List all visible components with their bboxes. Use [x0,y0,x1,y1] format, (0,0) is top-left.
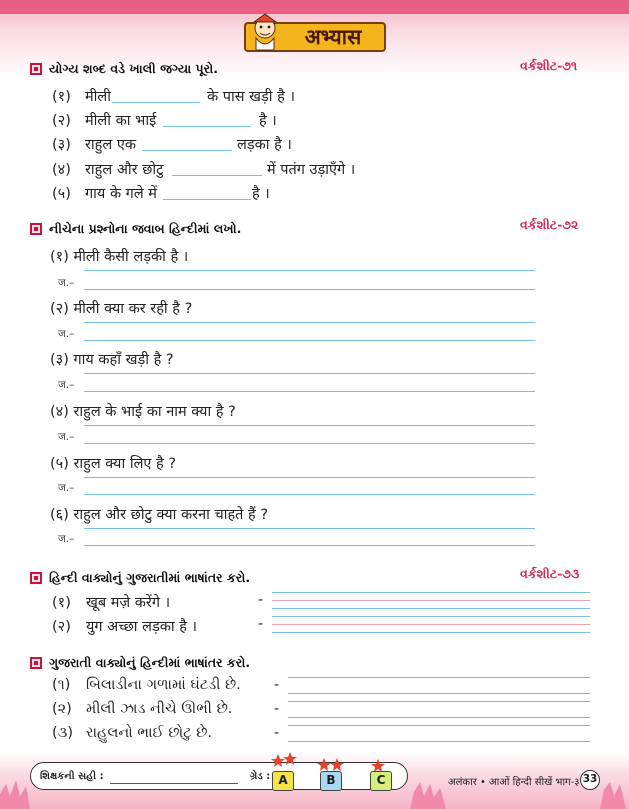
fill-q4-before: राहुल और छोटु [85,162,164,178]
fill-q1-after: के पास खड़ी है । [207,89,295,105]
translate-gh-q2-number: (૨) [52,701,72,717]
answer-line[interactable] [272,592,590,593]
bullet-icon [30,223,42,235]
answer-line[interactable] [288,717,590,718]
translate-hg-q1-dash: - [258,592,264,608]
fill-q1-number: (१) [52,89,71,105]
worksheet-label-71: વર્કશીટ-૭૧ [520,58,578,73]
fill-q4-blank[interactable] [172,175,262,176]
header-top-bar [0,0,629,14]
answer-line[interactable] [84,528,535,529]
answer-line[interactable] [288,701,590,702]
fill-q3-after: लड़का है । [237,137,292,153]
translate-gh-q3-text: રાહુલનો ભાઈ છોટુ છે. [86,725,213,741]
translate-gh-q3-dash: - [274,725,280,741]
fill-q4-number: (४) [52,162,71,178]
answer-line-guide [272,600,590,601]
translate-hg-q2-dash: - [258,616,264,632]
question-1: (१) मीली कैसी लड़की है । [50,249,189,265]
question-5: (५) राहुल क्या लिए है ? [50,456,177,472]
answer-line[interactable] [84,545,535,546]
question-6: (६) राहुल और छोटु क्या करना चाहते हैं ? [50,507,269,523]
fill-q1-blank[interactable] [112,102,200,103]
translate-gh-q3-number: (૩) [52,725,73,741]
answer-line[interactable] [288,725,590,726]
practice-badge [244,22,386,52]
answer-prefix: ज.– [58,533,75,545]
translate-hg-q2-text: युग अच्छा लड़का है । [86,619,198,635]
fill-q1-before: मीली [85,89,112,105]
answer-line[interactable] [84,494,535,495]
question-4: (४) राहुल के भाई का नाम क्या है ? [50,404,236,420]
fill-q3-before: राहुल एक [85,137,136,153]
fill-q4-after: में पतंग उड़ाएँगे । [267,162,356,178]
answer-prefix: ज.– [58,482,75,494]
answer-prefix: ज.– [58,379,75,391]
translate-gh-q2-dash: - [274,701,280,717]
answer-line[interactable] [272,632,590,633]
fill-q5-before: गाय के गले में [85,186,157,202]
translate-gh-q1-dash: - [274,677,280,693]
answer-line[interactable] [84,322,535,323]
translate-hg-q1-text: खूब मज़े करेंगे । [86,595,171,611]
fill-q2-after: है । [259,113,277,129]
answer-line-guide [272,624,590,625]
bullet-icon [30,657,42,669]
answer-line[interactable] [84,391,535,392]
bullet-icon [30,572,42,584]
section-gujarati-to-hindi-heading: ગુજરાતી વાક્યોનું હિન્દીમાં ભાષાંતર કરો. [30,655,250,671]
bullet-icon [30,63,42,75]
answer-line[interactable] [84,477,535,478]
worksheet-label-72: વર્કશીટ-૭૨ [520,217,579,232]
fill-q2-before: मीली का भाई [85,113,157,129]
translate-gh-q1-number: (૧) [52,677,71,693]
answer-prefix: ज.– [58,277,75,289]
grade-a-box[interactable]: A [272,771,294,791]
fill-q2-blank[interactable] [163,126,251,127]
grade-b-box[interactable]: B [320,771,342,791]
scholar-figure-icon [248,12,282,52]
grade-c-box[interactable]: C [370,771,392,791]
translate-gh-q1-text: બિલાડીના ગળામાં ઘંટડી છે. [86,677,241,693]
section-fill-blanks-heading: યોગ્ય શબ્દ વડે ખાલી જગ્યા પૂરો. [30,61,218,77]
fill-q5-after: है । [252,186,270,202]
fill-q3-blank[interactable] [142,150,232,151]
answer-line[interactable] [84,443,535,444]
answer-prefix: ज.– [58,328,75,340]
badge-title: अभ्यास [304,25,362,49]
translate-hg-q2-number: (२) [52,619,71,635]
answer-line[interactable] [272,608,590,609]
translate-hg-q1-number: (१) [52,595,71,611]
question-3: (३) गाय कहाँ खड़ी है ? [50,352,174,368]
answer-line[interactable] [288,741,590,742]
teacher-sign-label: શિક્ષકની સહી : [40,771,104,782]
section-answer-questions-heading: નીચેના પ્રશ્નોના જવાબ હિન્દીમાં લખો. [30,221,241,237]
answer-line[interactable] [84,340,535,341]
grade-label: ગ્રેડ : [250,771,271,782]
answer-line[interactable] [84,425,535,426]
teacher-sign-line[interactable] [110,783,238,784]
answer-prefix: ज.– [58,431,75,443]
answer-line[interactable] [84,270,535,271]
answer-line[interactable] [84,373,535,374]
translate-gh-q2-text: મીલી ઝાડ નીચે ઊભી છે. [86,701,233,717]
worksheet-label-73: વર્કશીટ-૭૩ [520,566,580,581]
fill-q5-blank[interactable] [163,199,251,200]
fill-q3-number: (३) [52,137,71,153]
book-title: अलंकार • आओं हिन्दी सीखें भाग-३ [448,777,580,788]
answer-line[interactable] [84,289,535,290]
fill-q5-number: (५) [52,186,71,202]
answer-line[interactable] [288,693,590,694]
section-hindi-to-gujarati-heading: હિન્દી વાક્યોનું ગુજરાતીમાં ભાષાંતર કરો. [30,570,250,586]
answer-line[interactable] [272,616,590,617]
fill-q2-number: (२) [52,113,71,129]
question-2: (२) मीली क्या कर रही है ? [50,301,193,317]
answer-line[interactable] [288,677,590,678]
page-number: 33 [580,770,600,790]
